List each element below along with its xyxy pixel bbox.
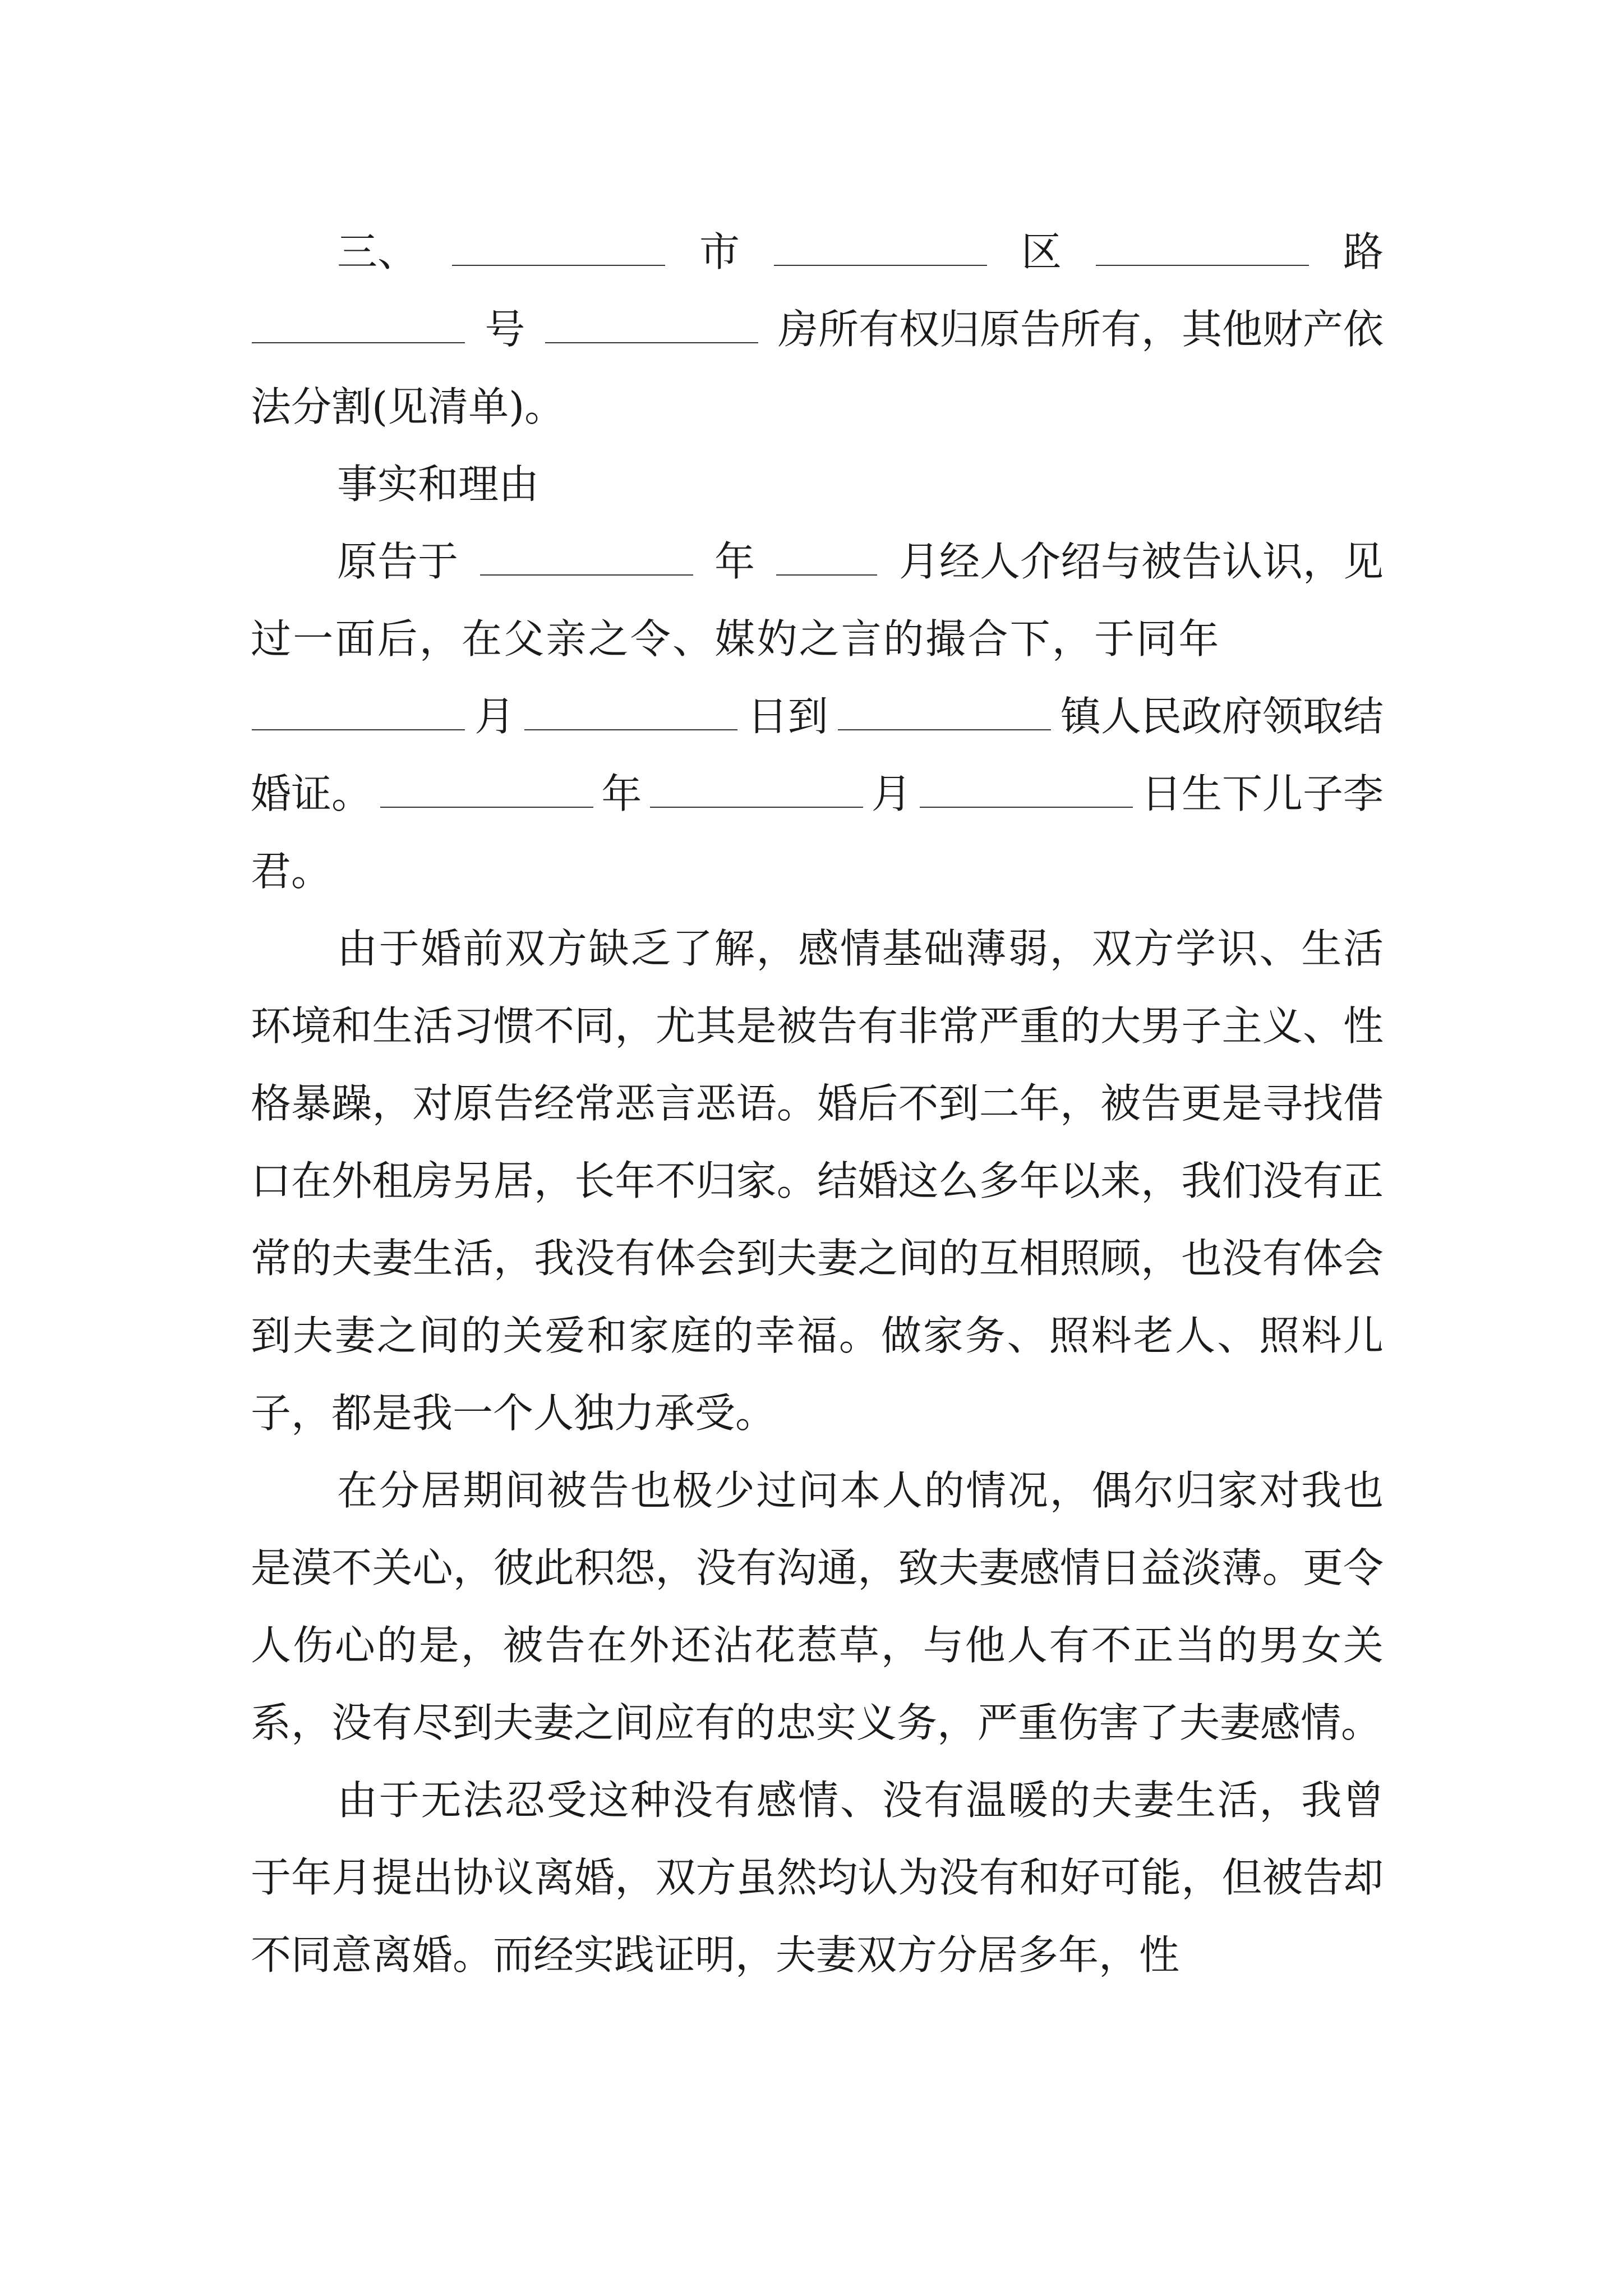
month-blank — [776, 574, 877, 576]
property-line-3: 法分割(见清单)。 — [251, 383, 565, 430]
birth-month-blank — [650, 806, 863, 808]
reg-month-label: 月 — [474, 693, 515, 740]
number-blank — [252, 342, 465, 343]
property-line-2 — [251, 291, 1384, 368]
district-label: 区 — [1021, 228, 1062, 275]
property-ownership-text: 房所有权归原告所有，其他财产依 — [777, 306, 1384, 353]
meeting-line-4 — [251, 755, 1384, 832]
meeting-line-1 — [251, 523, 1384, 600]
birth-year-blank — [380, 806, 593, 808]
paragraph-background: 由于婚前双方缺乏了解，感情基础薄弱，双方学识、生活环境和生活习惯不同，尤其是被告有非常严重的大男子主义、性格暴躁，对原告经常恶言恶语。婚后不到二年，被告更是寻找借口在外租房另居，长年不归家。结婚这么多年以来，我们没有正常的夫妻生活，我没有体会到夫妻之间的互相照顾，也没有体会到夫妻之间的关爱和家庭的幸福。做家务、照料老人、照料儿子，都是我一个人独力承受。 — [251, 925, 1384, 1437]
birth-year-label: 年 — [601, 770, 642, 817]
town-text: 镇人民政府领取结 — [1060, 693, 1384, 740]
facts-heading: 事实和理由 — [337, 461, 540, 508]
reg-day-label: 日到 — [747, 693, 828, 740]
city-label: 市 — [699, 228, 740, 275]
room-blank — [545, 342, 758, 343]
city-blank — [452, 264, 665, 266]
meeting-line-5: 君。 — [251, 848, 332, 895]
meeting-text-a: 原告于 — [337, 538, 459, 585]
town-blank — [838, 729, 1051, 730]
birth-month-label: 月 — [871, 770, 912, 817]
paragraph-separation: 在分居期间被告也极少过问本人的情况，偶尔归家对我也是漠不关心，彼此积怨，没有沟通，致夫妻感情日益淡薄。更令人伤心的是，被告在外还沾花惹草，与他人有不正当的男女关系，没有尽到夫妻之间应有的忠实义务，严重伤害了夫妻感情。 — [251, 1467, 1384, 1746]
year-label: 年 — [714, 538, 755, 585]
meeting-line-2 — [251, 600, 1384, 678]
birth-day-blank — [920, 806, 1133, 808]
reg-month-blank — [252, 729, 465, 730]
road-label: 路 — [1343, 228, 1384, 275]
property-line-1 — [251, 213, 1384, 291]
year-blank — [480, 574, 693, 576]
district-blank — [774, 264, 987, 266]
marriage-cert-text: 婚证。 — [251, 770, 372, 817]
item-number: 三、 — [337, 228, 418, 275]
number-label: 号 — [485, 306, 525, 353]
meeting-line-3 — [251, 678, 1384, 755]
reg-day-blank — [524, 729, 737, 730]
road-blank — [1096, 264, 1309, 266]
birth-text: 日生下儿子李 — [1141, 770, 1384, 817]
meeting-text-c: 过一面后，在父亲之令、媒妁之言的撮合下，于同年 — [251, 615, 1221, 662]
document-body — [251, 213, 1384, 1994]
meeting-text-b: 月经人介绍与被告认识，见 — [898, 538, 1384, 585]
paragraph-divorce-attempt: 由于无法忍受这种没有感情、没有温暖的夫妻生活，我曾于年月提出协议离婚，双方虽然均认为没有和好可能，但被告却不同意离婚。而经实践证明，夫妻双方分居多年，性 — [251, 1777, 1384, 1978]
